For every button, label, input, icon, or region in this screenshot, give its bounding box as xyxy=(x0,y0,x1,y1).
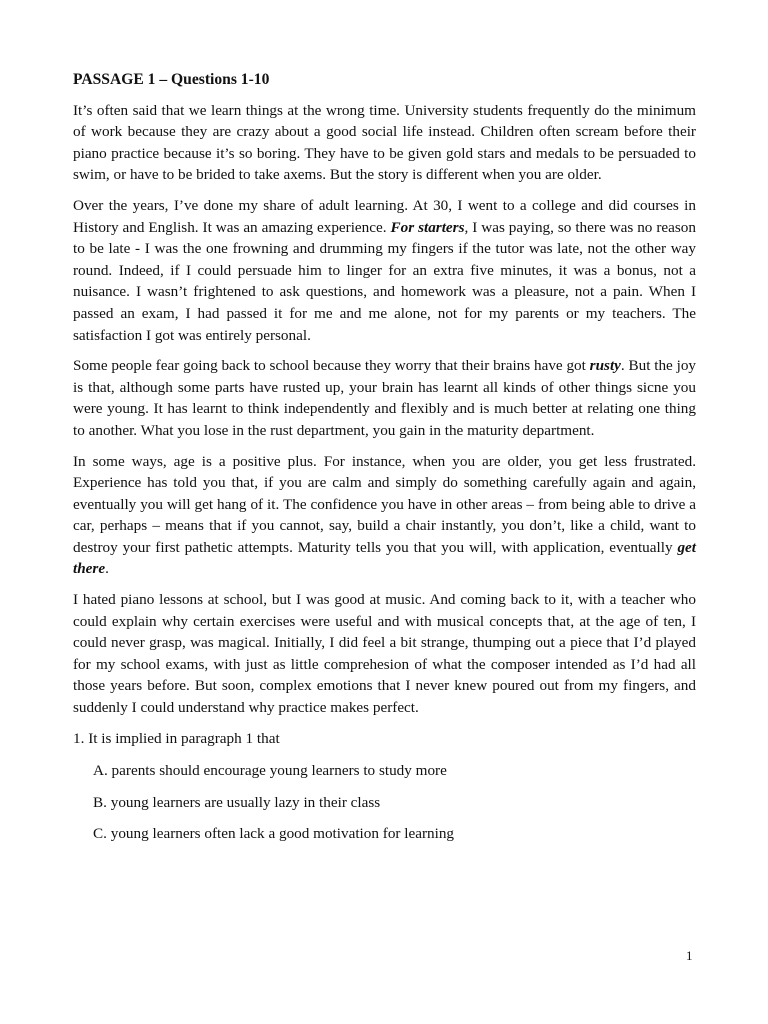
question-1-stem: 1. It is implied in paragraph 1 that xyxy=(73,729,280,747)
paragraph-1: It’s often said that we learn things at the wrong time. University students frequently do the minimum of work because they are crazy about a good social life instead. Children often scream before their piano practice because it’s so boring. They have to be given gold stars and medals to be persuaded to swim, or have to be brided to take axems. But the story is different when you are older. xyxy=(73,101,696,184)
paragraph-4-text-before: In some ways, age is a positive plus. For instance, when you are older, you get less frustrated. Experience has told you that, if you are calm and simply do something carefully again and again, eventually you will get hang of it. The confidence you have in other areas – from being able to drive a car, perhaps – means that if you cannot, say, build a chair instantly, you don’t, like a child, want to destroy your first pathetic attempts. Maturity tells you that you will, with application, eventually xyxy=(73,452,696,556)
emphasis-rusty: rusty xyxy=(589,357,621,375)
passage-content xyxy=(73,69,696,855)
paragraph-2-text-after: , I was paying, so there was no reason to be late - I was the one frowning and drumming my fingers if the tutor was late, not the other way round. Indeed, if I could persuade him to linger for an extra five minutes, it was a bonus, not a nuisance. I wasn’t frightened to ask questions, and homework was a pleasure, not a pain. When I passed an exam, I had passed it for me and me alone, not for my parents or my teachers. The satisfaction I got was entirely personal. xyxy=(73,218,696,344)
page-number: 1 xyxy=(686,948,693,963)
question-1-option-b: B. young learners are usually lazy in their class xyxy=(93,793,381,811)
paragraph-3-text-before: Some people fear going back to school because they worry that their brains have got xyxy=(73,357,590,375)
emphasis-get-there: get there xyxy=(73,538,696,578)
paragraph-5: I hated piano lessons at school, but I was good at music. And coming back to it, with a teacher who could explain why certain exercises were useful and with musical concepts that, at the age of ten, I could never grasp, was magical. Initially, I did feel a bit strange, thumping out a piece that I’d played for my school exams, with just as little comprehesion of what the composer intended as I’d had all those years before. But soon, complex emotions that I never knew poured out from my fingers, and suddenly I could understand why practice makes perfect. xyxy=(73,591,696,717)
paragraph-3 xyxy=(73,355,696,441)
paragraph-4 xyxy=(73,451,696,581)
passage-title: PASSAGE 1 – Questions 1-10 xyxy=(73,71,270,88)
paragraph-4-text-after: . xyxy=(105,560,109,578)
question-1-option-a: A. parents should encourage young learners to study more xyxy=(93,762,447,780)
emphasis-for-starters: For starters xyxy=(390,218,465,236)
question-1-option-c: C. young learners often lack a good motivation for learning xyxy=(93,825,455,843)
paragraph-2-text-before: Over the years, I’ve done my share of adult learning. At 30, I went to a college and did courses in History and English. It was an amazing experience. xyxy=(73,196,696,236)
paragraph-2 xyxy=(73,195,696,346)
paragraph-3-text-after: . But the joy is that, although some parts have rusted up, your brain has learnt all kinds of other things sicne you were young. It has learnt to think independently and flexibly and is much better at relating one thing to another. What you lose in the rust department, you gain in the maturity department. xyxy=(73,357,697,439)
